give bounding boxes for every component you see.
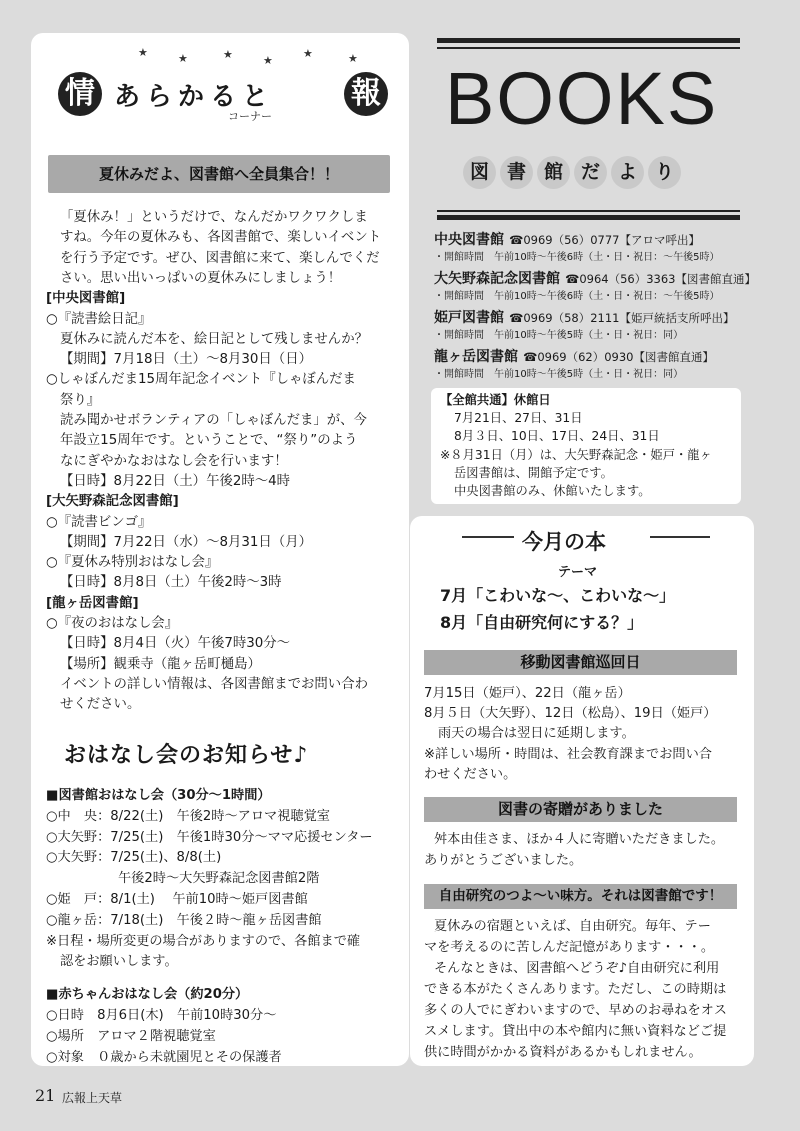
text-line: ○『夜のおはなし会』 [46,616,179,631]
text-line: ○場所 アロマ２階視聴覚室 [46,1028,216,1044]
closed-day-line: ※８月31日（月）は、大矢野森記念・姫戸・龍ヶ [440,447,712,462]
text-line: マを考えるのに苦しんだ記憶があります・・・。 [424,940,715,955]
library-phone: ☎0969（58）2111【姫戸統括支所呼出】 [509,311,735,325]
header-left-kanji: 情 [58,72,102,116]
header-right-kanji: 報 [344,72,388,116]
closed-day-line: 7月21日、27日、31日 [454,411,583,426]
text-line: 夏休みに読んだ本を、絵日記として残しませんか？ [60,331,368,347]
text-line: ○姫 戸：8/1(土) 午前10時～姫戸図書館 [46,892,308,907]
monthly-item: 7月「こわいな～、こわいな～」 [440,586,676,605]
star-icon: ★ [223,48,233,61]
library-hours: ・開館時間 午前10時～午後5時（土・日・祝日：同） [434,330,684,341]
text-line: [龍ヶ岳図書館] [46,595,139,611]
text-line: 7月15日（姫戸）、22日（龍ヶ岳） [424,686,631,701]
library-phone: ☎0969（56）0777【アロマ呼出】 [509,233,700,247]
text-line: 午後2時～大矢野森記念図書館2階 [118,871,320,887]
text-line: 【日時】8月22日（土）午後2時～4時 [60,473,291,489]
library-name: 姫戸図書館 [434,310,504,326]
text-line: ○対象 ０歳から未就園児とその保護者 [46,1049,282,1065]
text-line: 認をお願いします。 [60,954,178,970]
text-line: ○中 央：8/22(土) 午後2時～アロマ視聴覚室 [46,808,330,824]
star-icon: ★ [303,47,313,60]
header-subtitle: コーナー [228,110,272,123]
text-line: 【場所】観乗寺（龍ヶ岳町樋島） [60,656,261,672]
text-line: 8月５日（大矢野）、12日（松島）、19日（姫戸） [424,706,717,722]
text-line: 【期間】7月18日（土）～8月30日（日） [60,352,312,368]
research-title: 自由研究のつよ～い味方。それは図書館です！ [424,884,737,909]
text-line: ○大矢野：7/25(土) 午後1時30分～ママ応援センター [46,829,373,845]
page-number: 21 [35,1086,56,1105]
text-line: なにぎやかなおはなし会を行います！ [60,453,288,469]
star-icon: ★ [348,52,358,65]
publication-name: 広報上天草 [62,1091,123,1105]
text-line: 祭り』 [60,392,101,408]
star-icon: ★ [178,52,188,65]
text-line: イベントの詳しい情報は、各図書館までお問い合わ [60,676,368,692]
text-line: ○『読書ビンゴ』 [46,514,152,530]
text-line: ■赤ちゃんおはなし会（約20分） [46,987,249,1003]
library-hours: ・開館時間 午前10時～午後6時（土・日・祝日：～午後5時） [434,291,720,302]
subtitle-char: 館 [537,156,570,189]
library-hours: ・開館時間 午前10時～午後6時（土・日・祝日：～午後5時） [434,252,720,263]
library-phone: ☎0969（62）0930【図書館直通】 [523,350,714,364]
text-line: すね。今年の夏休みも、各図書館で、楽しいイベント [60,230,382,246]
monthly-theme-label: テーマ [558,565,598,580]
ohanashi-title: おはなし会のお知らせ♪ [64,743,309,768]
library-name: 中央図書館 [434,232,504,248]
closed-day-line: 【全館共通】休館日 [440,393,551,407]
books-subtitle [463,156,685,189]
closed-day-line: 岳図書館は、開館予定です。 [454,465,613,480]
subtitle-char: り [648,156,681,189]
text-line: [中央図書館] [46,291,126,307]
monthly-ornament-left [462,536,514,538]
text-line: ○龍ヶ岳：7/18(土) 午後２時～龍ヶ岳図書館 [46,912,322,928]
mobile-library-title: 移動図書館巡回日 [424,650,737,675]
monthly-item: 8月「自由研究何にする？」 [440,613,644,632]
library-hours: ・開館時間 午前10時～午後5時（土・日・祝日：同） [434,369,684,380]
text-line: ※詳しい場所・時間は、社会教育課までお問い合 [424,746,712,762]
text-line: ○大矢野：7/25(土)、8/8(土) [46,850,222,866]
text-line: ○『読書絵日記』 [46,311,152,327]
books-title: BOOKS [445,57,719,140]
text-line: 多くの人でにぎわいますので、早めのお尋ねをオス [424,1003,727,1018]
text-line: できる本がたくさんあります。ただし、この時期は [424,982,727,997]
text-line: そんなときは、図書館へどうぞ♪自由研究に利用 [434,961,720,976]
library-name: 大矢野森記念図書館 [434,271,560,287]
text-line: 読み聞かせボランティアの「しゃぼんだま」が、今 [60,413,367,428]
article1-title: 夏休みだよ、図書館へ全員集合！！ [48,155,390,193]
subtitle-char: 書 [500,156,533,189]
subtitle-char: 図 [463,156,496,189]
closed-day-line: 8月３日、10日、17日、24日、31日 [454,429,660,444]
star-icon: ★ [138,46,148,59]
text-line: 雨天の場合は翌日に延期します。 [438,726,635,742]
corner-header [48,46,398,136]
text-line: せください。 [60,697,141,713]
subtitle-char: よ [611,156,644,189]
text-line: 年設立15周年です。ということで、“祭り”のよう [60,433,358,449]
text-line: [大矢野森記念図書館] [46,494,179,510]
monthly-title: 今月の本 [522,529,606,554]
books-masthead [437,38,740,223]
text-line: さい。思い出いっぱいの夏休みにしましょう！ [60,270,342,286]
text-line: 「夏休み！」というだけで、なんだかワクワクしま [60,210,368,225]
text-line: を行う予定です。ぜひ、図書館に来て、楽しんでくだ [60,250,380,266]
header-kana: あらかると [114,82,275,112]
text-line: 【日時】8月4日（火）午後7時30分～ [60,636,291,652]
text-line: ※日程・場所変更の場合がありますので、各館まで確 [46,933,361,949]
star-icon: ★ [263,54,273,67]
text-line: 供に時間がかかる資料があるかもしれません。 [424,1045,702,1060]
text-line: ○日時 8月6日(木) 午前10時30分～ [46,1008,277,1023]
text-line: スメします。貸出中の本や館内に無い資料などご提 [424,1024,727,1039]
library-phone: ☎0964（56）3363【図書館直通】 [565,272,756,286]
text-line: ○しゃぼんだま15周年記念イベント『しゃぼんだま [46,372,356,388]
library-name: 龍ヶ岳図書館 [434,349,518,365]
text-line: 【日時】8月8日（土）午後2時～3時 [60,575,282,591]
text-line: ■図書館おはなし会（30分～1時間） [46,788,271,803]
text-line: 【期間】7月22日（水）～8月31日（月） [60,534,312,550]
text-line: ○『夏休み特別おはなし会』 [46,555,219,571]
text-line: 夏休みの宿題といえば、自由研究。毎年、テー [434,919,711,934]
donation-title: 図書の寄贈がありました [424,797,737,822]
text-line: 舛本由佳さま、ほか４人に寄贈いただきました。 [434,832,725,847]
text-line: わせください。 [424,766,517,782]
subtitle-char: だ [574,156,607,189]
monthly-ornament-right [650,536,710,538]
closed-day-line: 中央図書館のみ、休館いたします。 [454,484,651,498]
text-line: ありがとうございました。 [424,853,583,868]
